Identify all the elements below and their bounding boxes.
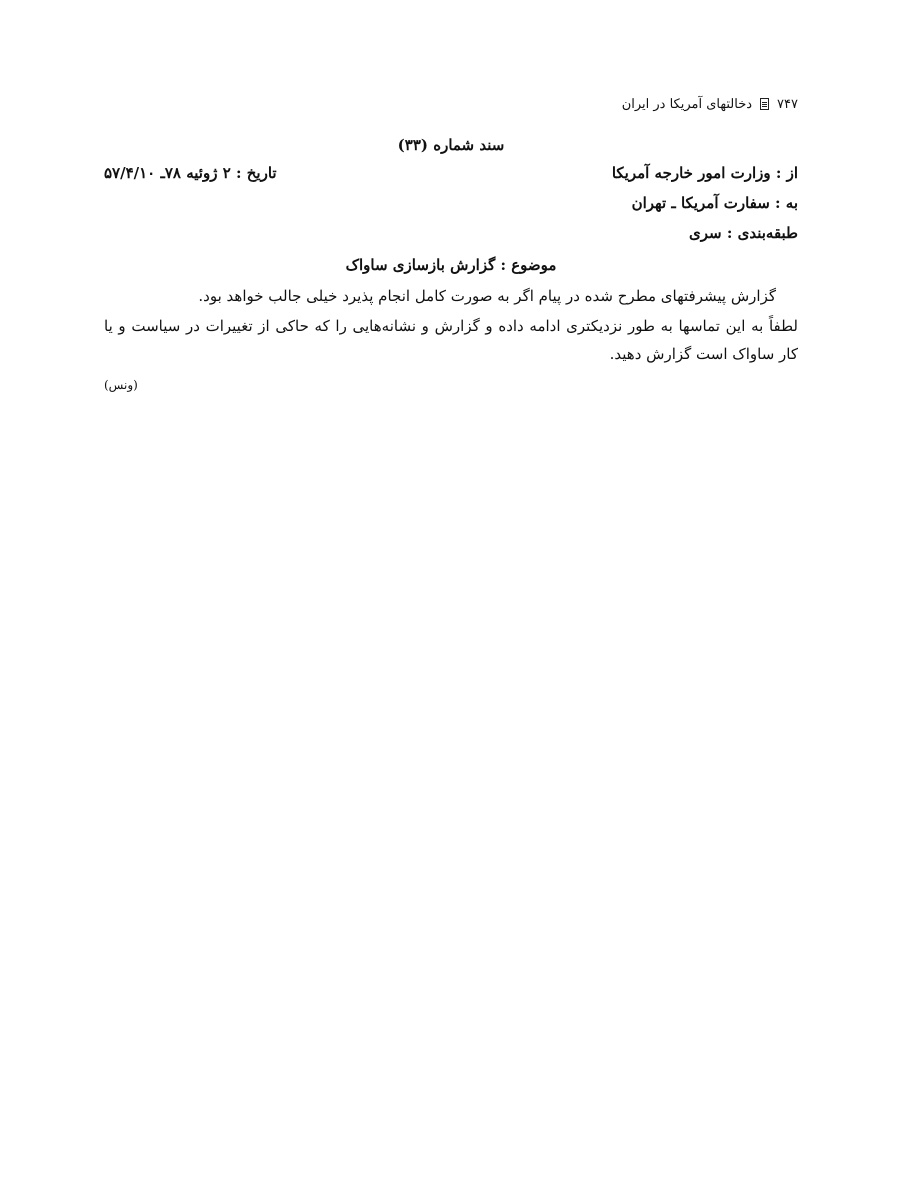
to-row <box>104 188 798 218</box>
from-line: از : وزارت امور خارجه آمریکا <box>611 164 798 182</box>
body-paragraph-1 <box>104 282 798 310</box>
book-title: دخالتهای آمریکا در ایران <box>621 96 753 112</box>
from-date-row <box>104 158 798 188</box>
classification-line: طبقه‌بندی : سری <box>689 224 798 242</box>
document-number-title: سند شماره (۳۳) <box>397 136 505 154</box>
subject-line: موضوع : گزارش بازسازی ساواک <box>345 256 557 274</box>
body-paragraph-2: لطفاً به این تماسها به طور نزدیکتری ادامه داده و گزارش و نشانه‌هایی را که حاکی از تغییرات در سیاست و یا کار ساواک است گزارش دهید. <box>104 317 798 363</box>
page-number: ۷۴۷ <box>777 96 798 112</box>
signature: (ونس) <box>104 378 138 392</box>
running-head <box>104 90 798 118</box>
document-icon <box>760 98 769 110</box>
classification-row <box>104 218 798 248</box>
to-line: به : سفارت آمریکا ـ تهران <box>631 194 798 212</box>
document-page <box>104 90 798 392</box>
paragraph-1-text: گزارش پیشرفتهای مطرح شده در پیام اگر به صورت کامل انجام پذیرد خیلی جالب خواهد بود. <box>198 287 776 305</box>
date-line: تاریخ : ۲ ژوئیه ۷۸ـ ۵۷/۴/۱۰ <box>104 164 277 182</box>
